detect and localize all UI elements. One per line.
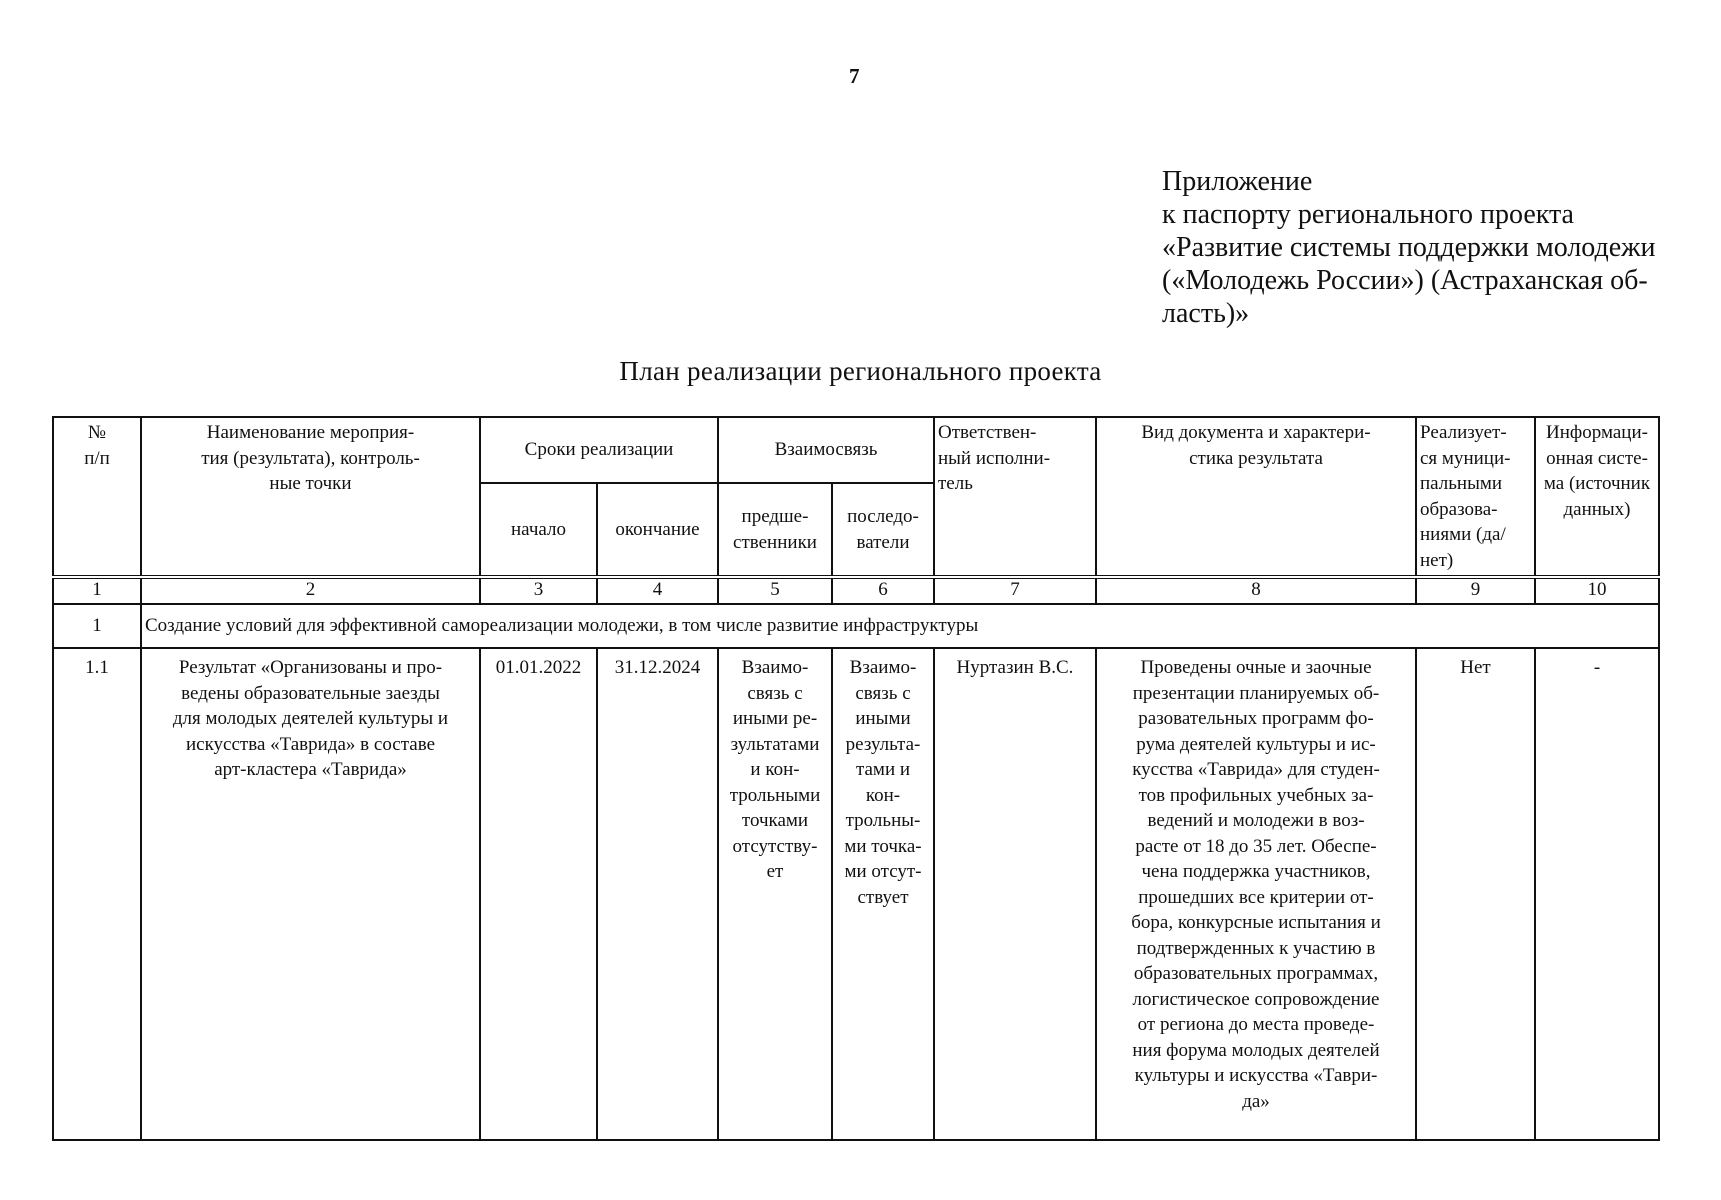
header-link: Взаимосвязь [718, 417, 934, 483]
column-number: 9 [1416, 577, 1535, 604]
column-number-row [53, 577, 1659, 604]
row-document: Проведены очные и заочные презентации планируемых об- разовательных программ фо- рума деятелей культуры и ис- кусства «Таврида» для студен- тов профильных учебных за- ведений и молодежи в воз- расте от 18 до 35 лет. Обеспе- чена поддержка участников, прошедших все критерии от- бора, конкурсные испытания и подтвержденных к участию в образовательных программах, логистическое сопровождение от региона до места проведе- ния форума молодых деятелей культуры и искусства «Таври- да» [1096, 648, 1416, 1140]
header-successors: последо- ватели [832, 483, 934, 577]
header-start: начало [480, 483, 597, 577]
column-number: 6 [832, 577, 934, 604]
row-start-date: 01.01.2022 [480, 648, 597, 1140]
column-number: 7 [934, 577, 1096, 604]
appendix-line: «Развитие системы поддержки молодежи [1162, 232, 1656, 263]
column-number: 8 [1096, 577, 1416, 604]
column-number: 10 [1535, 577, 1659, 604]
row-name: Результат «Организованы и про- ведены образовательные заезды для молодых деятелей культуры и искусства «Таврида» в составе арт-кластера «Таврида» [141, 648, 480, 1140]
header-name: Наименование мероприя- тия (результата), контроль- ные точки [141, 417, 480, 577]
row-responsible: Нуртазин В.С. [934, 648, 1096, 1140]
row-info-system: - [1535, 648, 1659, 1140]
row-predecessors: Взаимо- связь с иными ре- зультатами и кон- трольными точками отсутству- ет [718, 648, 832, 1140]
page-number: 7 [849, 64, 860, 88]
row-end-date: 31.12.2024 [597, 648, 718, 1140]
header-num: № п/п [53, 417, 141, 577]
appendix-line: («Молодежь России») (Астраханская об- [1162, 265, 1648, 296]
row-municipal: Нет [1416, 648, 1535, 1140]
column-number: 3 [480, 577, 597, 604]
section-title: Создание условий для эффективной самореализации молодежи, в том числе развитие инфраструктуры [141, 604, 1659, 648]
header-predecessors: предше- ственники [718, 483, 832, 577]
header-end: окончание [597, 483, 718, 577]
section-number: 1 [53, 604, 141, 648]
row-successors: Взаимо- связь с иными результа- тами и кон- трольны- ми точка- ми отсут- ствует [832, 648, 934, 1140]
header-terms: Сроки реализации [480, 417, 718, 483]
header-municipal: Реализует- ся муници- пальными образова- ниями (да/ нет) [1416, 417, 1535, 577]
appendix-line: к паспорту регионального проекта [1162, 199, 1574, 230]
column-number: 1 [53, 577, 141, 604]
column-number: 5 [718, 577, 832, 604]
appendix-block [1162, 165, 1702, 330]
header-document: Вид документа и характери- стика результата [1096, 417, 1416, 577]
row-number: 1.1 [53, 648, 141, 1140]
plan-table [52, 416, 1660, 1141]
appendix-line: Приложение [1162, 166, 1313, 197]
section-row [53, 604, 1659, 648]
appendix-line: ласть)» [1162, 298, 1250, 329]
column-number: 4 [597, 577, 718, 604]
header-responsible: Ответствен- ный исполни- тель [934, 417, 1096, 577]
header-info-system: Информаци- онная систе- ма (источник данных) [1535, 417, 1659, 577]
column-number: 2 [141, 577, 480, 604]
table-row [53, 648, 1659, 1140]
header-row [53, 417, 1659, 483]
plan-title: План реализации регионального проекта [619, 356, 1102, 386]
